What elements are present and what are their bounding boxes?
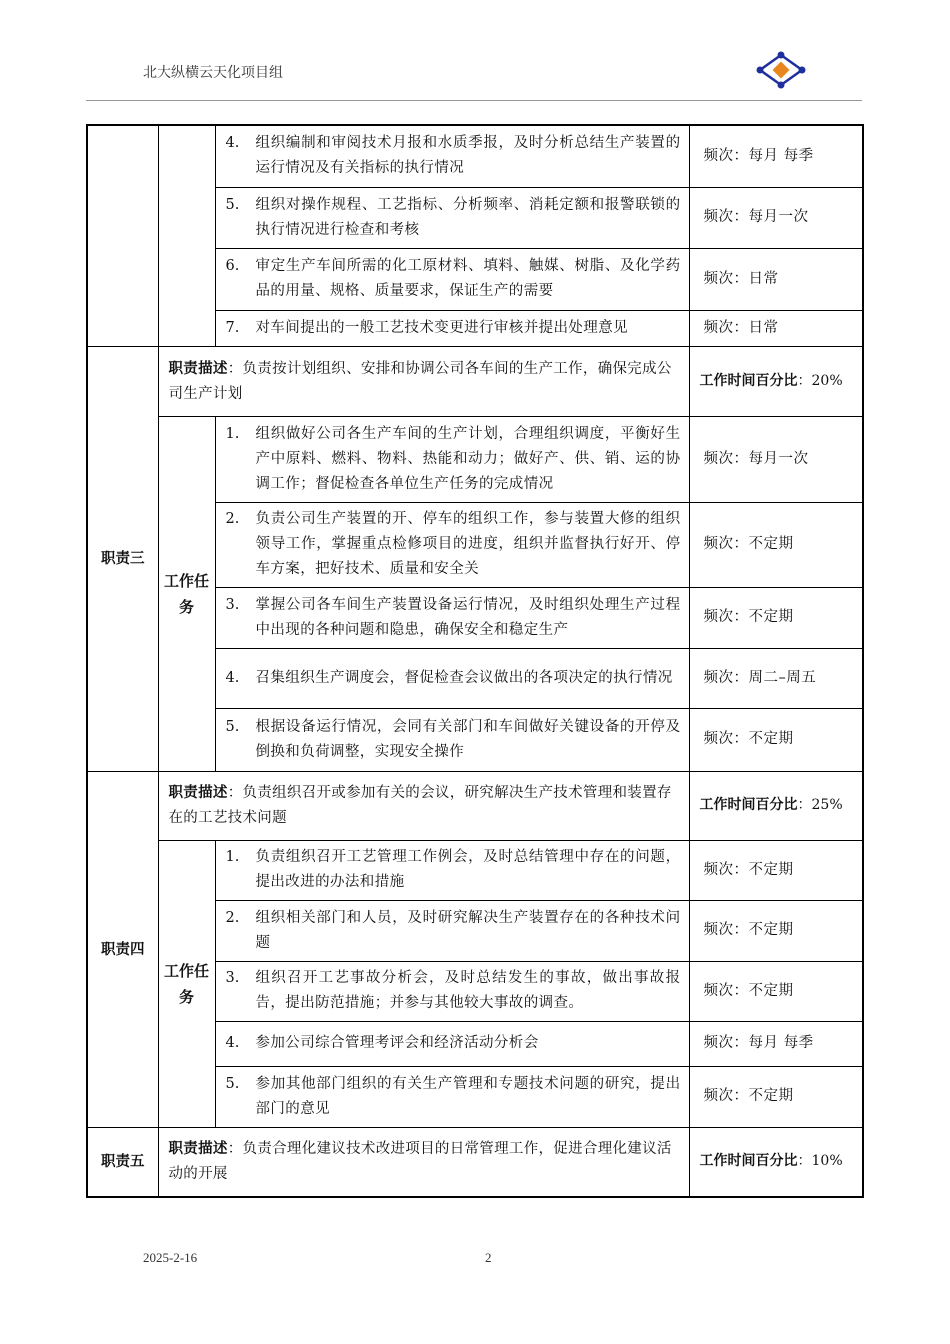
task-frequency: 频次：每月 每季: [689, 125, 863, 187]
table-row: [87, 125, 863, 187]
time-percentage: [689, 1127, 863, 1197]
task-item: [215, 648, 689, 708]
task-number: 3.: [225, 596, 240, 613]
table-row: [87, 346, 863, 416]
task-number: 4.: [225, 135, 240, 152]
description-label: 职责描述: [168, 784, 228, 801]
task-label: 工作任务: [158, 840, 215, 1127]
task-text: 参加公司综合管理考评会和经济活动分析会: [255, 1035, 539, 1051]
task-frequency: 频次：每月一次: [689, 416, 863, 502]
task-number: 5.: [225, 196, 240, 213]
task-number: 4.: [225, 669, 240, 686]
task-frequency: 频次：不定期: [689, 840, 863, 900]
task-text: 组织召开工艺事故分析会，及时总结发生的事故，做出事故报告，提出防范措施；并参与其他较大事故的调查。: [255, 970, 681, 1011]
task-text: 组织编制和审阅技术月报和水质季报，及时分析总结生产装置的运行情况及有关指标的执行情况: [255, 135, 681, 177]
duty-description: [158, 771, 689, 840]
task-number: 2.: [225, 511, 240, 527]
description-text: ：负责合理化建议技术改进项目的日常管理工作，促进合理化建议活动的开展: [168, 1141, 672, 1183]
duty-label-cell: [87, 125, 158, 346]
task-number: 4.: [225, 1035, 240, 1051]
percentage-label: 工作时间百分比: [699, 797, 798, 813]
task-number: 1.: [225, 425, 240, 442]
description-label: 职责描述: [168, 1140, 228, 1158]
task-item: [215, 502, 689, 587]
table-row: [87, 840, 863, 900]
time-percentage: [689, 771, 863, 840]
task-item: [215, 900, 689, 961]
percentage-value: ：25%: [797, 797, 843, 813]
table-row: [87, 416, 863, 502]
task-item: [215, 961, 689, 1021]
company-logo-icon: [756, 50, 806, 90]
task-text: 组织对操作规程、工艺指标、分析频率、消耗定额和报警联锁的执行情况进行检查和考核: [255, 196, 681, 238]
task-number: 6.: [225, 258, 240, 274]
task-frequency: 频次：不定期: [689, 961, 863, 1021]
task-number: 5.: [225, 718, 240, 735]
task-label: 工作任务: [158, 416, 215, 771]
table-row: [87, 771, 863, 840]
task-text: 根据设备运行情况，会同有关部门和车间做好关键设备的开停及倒换和负荷调整，实现安全操作: [255, 718, 681, 760]
task-text: 组织相关部门和人员，及时研究解决生产装置存在的各种技术问题: [255, 909, 681, 951]
duty-table: [86, 124, 864, 1198]
task-text: 审定生产车间所需的化工原材料、填料、触媒、树脂、及化学药品的用量、规格、质量要求，保证生产的需要: [255, 258, 681, 299]
task-item: [215, 708, 689, 771]
percentage-value: ：20%: [797, 372, 843, 389]
task-text: 召集组织生产调度会，督促检查会议做出的各项决定的执行情况: [255, 669, 673, 686]
task-frequency: 频次：日常: [689, 310, 863, 346]
page-number: 2: [485, 1250, 492, 1265]
footer-date: 2025-2-16: [143, 1250, 198, 1265]
task-text: 对车间提出的一般工艺技术变更进行审核并提出处理意见: [255, 319, 628, 336]
task-item: [215, 248, 689, 310]
duty-label: 职责五: [87, 1127, 158, 1197]
task-text: 负责组织召开工艺管理工作例会，及时总结管理中存在的问题，提出改进的办法和措施: [255, 849, 681, 890]
task-text: 组织做好公司各生产车间的生产计划，合理组织调度，平衡好生产中原料、燃料、物料、热能和动力；做好产、供、销、运的协调工作；督促检查各单位生产任务的完成情况: [255, 425, 681, 492]
task-number: 2.: [225, 909, 240, 926]
task-frequency: 频次：每月一次: [689, 187, 863, 248]
task-number: 1.: [225, 849, 240, 865]
task-frequency: 频次：每月 每季: [689, 1021, 863, 1066]
description-text: ：负责按计划组织、安排和协调公司各车间的生产工作，确保完成公司生产计划: [168, 360, 672, 402]
task-item: [215, 587, 689, 648]
task-frequency: 频次：不定期: [689, 587, 863, 648]
task-text: 掌握公司各车间生产装置设备运行情况，及时组织处理生产过程中出现的各种问题和隐患，确保安全和稳定生产: [255, 596, 681, 638]
task-item: [215, 125, 689, 187]
description-text: ：负责组织召开或参加有关的会议，研究解决生产技术管理和装置存在的工艺技术问题: [168, 785, 672, 826]
task-frequency: 频次：不定期: [689, 900, 863, 961]
task-item: [215, 1066, 689, 1127]
task-item: [215, 840, 689, 900]
duty-description: [158, 346, 689, 416]
percentage-label: 工作时间百分比: [699, 1153, 798, 1170]
task-number: 7.: [225, 319, 240, 336]
description-label: 职责描述: [168, 359, 228, 377]
duty-label: 职责三: [87, 346, 158, 771]
percentage-label: 工作时间百分比: [699, 372, 798, 389]
duty-description: [158, 1127, 689, 1197]
task-item: [215, 310, 689, 346]
task-text: 负责公司生产装置的开、停车的组织工作，参与装置大修的组织领导工作，掌握重点检修项目的进度，组织并监督执行好开、停车方案，把好技术、质量和安全关: [255, 511, 681, 577]
time-percentage: [689, 346, 863, 416]
task-number: 5.: [225, 1075, 240, 1092]
task-frequency: 频次：不定期: [689, 1066, 863, 1127]
task-frequency: 频次：周二–周五: [689, 648, 863, 708]
task-frequency: 频次：日常: [689, 248, 863, 310]
task-frequency: 频次：不定期: [689, 502, 863, 587]
task-text: 参加其他部门组织的有关生产管理和专题技术问题的研究，提出部门的意见: [255, 1075, 681, 1117]
header-title: 北大纵横云天化项目组: [143, 65, 283, 81]
task-item: [215, 1021, 689, 1066]
task-frequency: 频次：不定期: [689, 708, 863, 771]
duty-label: 职责四: [87, 771, 158, 1127]
percentage-value: ：10%: [797, 1153, 843, 1170]
task-label-cell: [158, 125, 215, 346]
task-item: [215, 187, 689, 248]
task-number: 3.: [225, 970, 240, 986]
header-rule: [86, 100, 862, 101]
task-item: [215, 416, 689, 502]
table-row: [87, 1127, 863, 1197]
